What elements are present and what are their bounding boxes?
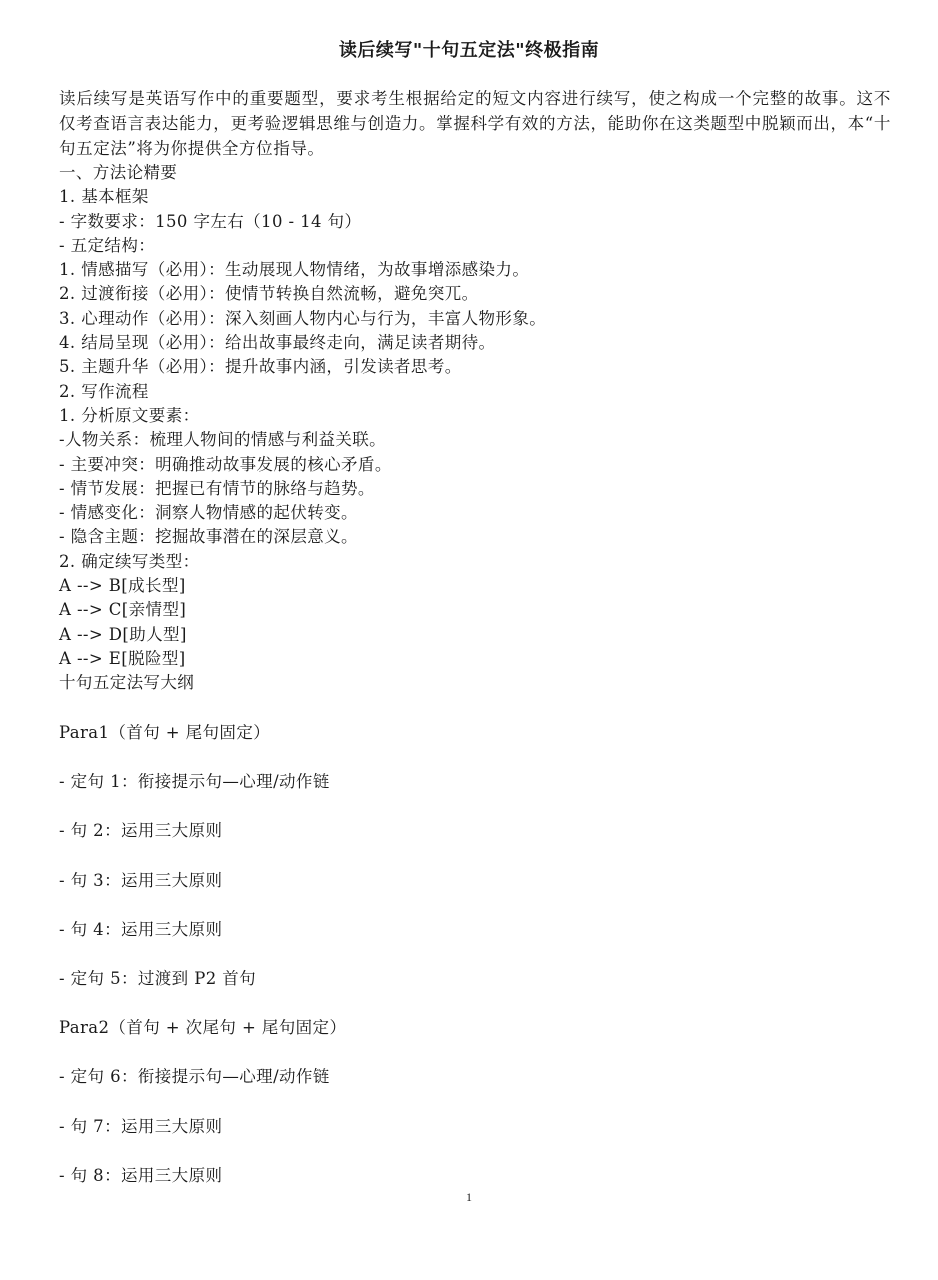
outline-line: - 定句 1：衔接提示句—心理/动作链 (59, 772, 330, 792)
text-line: A --> C[亲情型] (59, 600, 187, 620)
text-line: - 隐含主题：挖掘故事潜在的深层意义。 (59, 527, 358, 547)
document-body (59, 86, 891, 696)
text-line: - 主要冲突：明确推动故事发展的核心矛盾。 (59, 454, 392, 474)
outline-line: - 句 7：运用三大原则 (59, 1116, 223, 1136)
text-line: A --> D[助人型] (59, 624, 187, 644)
text-line: 2. 确定续写类型： (59, 551, 200, 571)
document-title: 读后续写"十句五定法"终极指南 (338, 40, 600, 61)
text-line: 一、方法论精要 (59, 163, 178, 182)
content-lines (59, 161, 891, 696)
outline-line: - 句 2：运用三大原则 (59, 821, 223, 841)
text-line: 2. 写作流程 (59, 381, 149, 401)
outline-line: - 句 8：运用三大原则 (59, 1165, 223, 1185)
outline-line: Para2（首句 + 次尾句 + 尾句固定） (59, 1018, 347, 1038)
text-line: 1. 基本框架 (59, 187, 149, 207)
outline-line: - 句 4：运用三大原则 (59, 919, 223, 939)
outline-line: - 定句 6：衔接提示句—心理/动作链 (59, 1067, 330, 1087)
outline-line: Para1（首句 + 尾句固定） (59, 723, 271, 742)
text-line: 2. 过渡衔接（必用）：使情节转换自然流畅，避免突兀。 (59, 284, 479, 304)
text-line: 4. 结局呈现（必用）：给出故事最终走向，满足读者期待。 (59, 333, 496, 353)
text-line: 3. 心理动作（必用）：深入刻画人物内心与行为，丰富人物形象。 (59, 308, 547, 328)
text-line: - 情感变化：洞察人物情感的起伏转变。 (59, 503, 358, 523)
outline-line: - 句 3：运用三大原则 (59, 870, 223, 890)
intro-paragraph: 读后续写是英语写作中的重要题型，要求考生根据给定的短文内容进行续写，使之构成一个完整的故事。这不仅考查语言表达能力，更考验逻辑思维与创造力。掌握科学有效的方法，能助你在这类题型中脱颖而出，本“十句五定法”将为你提供全方位指导。 (59, 89, 891, 158)
outline-line: - 定句 5：过渡到 P2 首句 (59, 968, 257, 988)
text-line: - 情节发展：把握已有情节的脉络与趋势。 (59, 478, 375, 498)
text-line: A --> B[成长型] (59, 576, 186, 596)
text-line: - 五定结构： (59, 235, 156, 255)
text-line: - 字数要求：150 字左右（10 - 14 句） (59, 211, 362, 231)
page-number: 1 (466, 1190, 472, 1204)
outline-list (59, 720, 891, 1212)
text-line: 1. 情感描写（必用）：生动展现人物情绪，为故事增添感染力。 (59, 260, 530, 280)
text-line: 十句五定法写大纲 (59, 673, 195, 693)
text-line: 1. 分析原文要素： (59, 405, 200, 425)
text-line: -人物关系：梳理人物间的情感与利益关联。 (59, 430, 387, 450)
text-line: 5. 主题升华（必用）：提升故事内涵，引发读者思考。 (59, 357, 462, 377)
text-line: A --> E[脱险型] (59, 648, 186, 668)
